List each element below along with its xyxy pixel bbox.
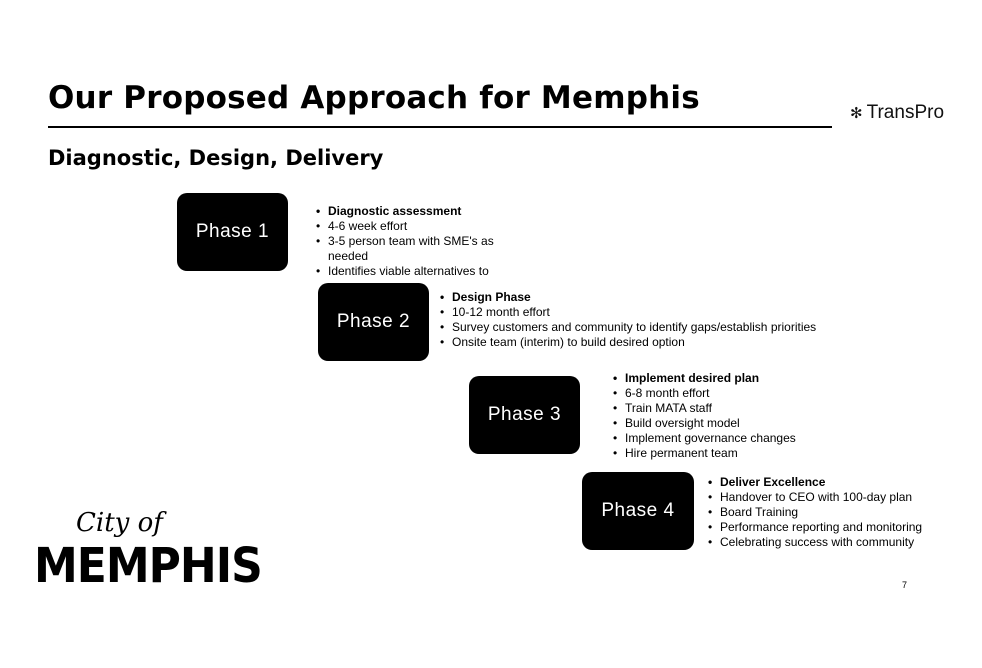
phase-4-bullets (708, 475, 948, 550)
list-item: • 6-8 month effort (613, 386, 833, 401)
memphis-logo-text: MEMPHIS (34, 538, 262, 595)
list-item: • Identifies viable alternatives to (316, 264, 516, 279)
phase-2-box (318, 283, 429, 361)
list-item: • Performance reporting and monitoring (708, 520, 948, 535)
list-item: • Board Training (708, 505, 948, 520)
phase-1-bullets (316, 204, 516, 279)
phase-3-bullets (613, 371, 833, 461)
title-underline (48, 126, 832, 128)
phase-1-box (177, 193, 288, 271)
list-item: • Handover to CEO with 100-day plan (708, 490, 948, 505)
list-item: • Diagnostic assessment (316, 204, 516, 219)
city-of-text: City of (76, 508, 163, 538)
list-item: • Design Phase (440, 290, 860, 305)
page-number: 7 (902, 580, 908, 590)
slide-title: Our Proposed Approach for Memphis (48, 80, 700, 116)
list-item: • Hire permanent team (613, 446, 833, 461)
phase-2-bullets (440, 290, 860, 350)
phase-2-label: Phase 2 (336, 311, 411, 332)
list-item: • Build oversight model (613, 416, 833, 431)
phase-1-label: Phase 1 (195, 221, 270, 242)
phase-3-label: Phase 3 (487, 404, 562, 425)
transpro-gear-icon: ✻ (850, 105, 863, 122)
list-item: • Deliver Excellence (708, 475, 948, 490)
phase-3-box (469, 376, 580, 454)
transpro-logo-text: TransPro (866, 102, 945, 123)
list-item: • 4-6 week effort (316, 219, 516, 234)
list-item: • Onsite team (interim) to build desired option (440, 335, 860, 350)
list-item: • Implement desired plan (613, 371, 833, 386)
slide-subtitle: Diagnostic, Design, Delivery (48, 146, 384, 170)
transpro-logo (850, 102, 944, 124)
list-item: • Survey customers and community to identify gaps/establish priorities (440, 320, 860, 335)
list-item: • 10-12 month effort (440, 305, 860, 320)
list-item: • Implement governance changes (613, 431, 833, 446)
list-item: • Celebrating success with community (708, 535, 948, 550)
phase-4-label: Phase 4 (601, 500, 675, 521)
list-item: • 3-5 person team with SME's as needed (316, 234, 516, 264)
phase-4-box (582, 472, 694, 550)
list-item: • Train MATA staff (613, 401, 833, 416)
